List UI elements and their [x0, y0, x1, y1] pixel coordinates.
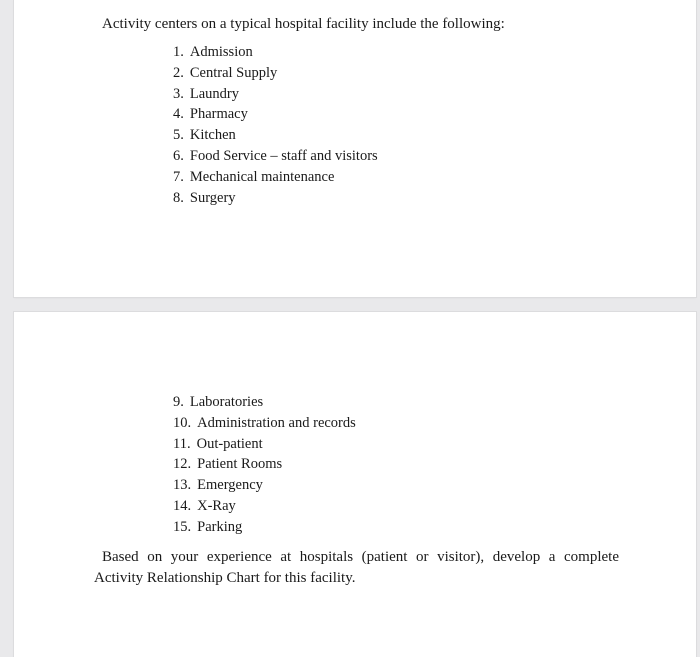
closing-paragraph	[94, 547, 619, 589]
intro-text: Activity centers on a typical hospital facility include the following:	[102, 16, 505, 32]
list-item-label: Administration and records	[197, 414, 356, 431]
document-page-2	[14, 312, 696, 657]
list-item-label: Food Service – staff and visitors	[189, 147, 378, 164]
list-item	[173, 413, 356, 434]
list-item-label: Admission	[189, 44, 253, 60]
list-item-number: 6.	[173, 147, 184, 164]
list-item-number: 11.	[173, 435, 191, 452]
list-item-number: 9.	[173, 394, 184, 410]
list-item-label: Parking	[197, 518, 243, 535]
list-item	[173, 84, 378, 105]
list-item-label: Kitchen	[189, 127, 236, 144]
list-item	[173, 42, 378, 63]
list-item-label: Emergency	[197, 477, 263, 494]
list-item	[173, 517, 356, 538]
list-item-label: Pharmacy	[189, 106, 248, 123]
list-item	[173, 167, 378, 188]
list-item-number: 14.	[173, 497, 192, 514]
list-item	[173, 496, 356, 517]
list-item-number: 8.	[173, 189, 184, 206]
closing-line-1: Based on your experience at hospitals (patient or visitor), develop a complete	[102, 549, 619, 565]
list-item-number: 12.	[173, 456, 192, 473]
list-item-number: 13.	[173, 477, 192, 494]
document-page-1	[14, 0, 696, 297]
list-item	[173, 454, 356, 475]
list-item-label: Central Supply	[189, 64, 278, 81]
list-item-number: 4.	[173, 106, 184, 123]
list-item-number: 1.	[173, 44, 184, 60]
list-item	[173, 146, 378, 167]
list-item-number: 15.	[173, 518, 192, 535]
activity-list-part-1	[173, 42, 378, 208]
list-item	[173, 475, 356, 496]
list-item-number: 10.	[173, 414, 192, 431]
list-item-label: Mechanical maintenance	[189, 168, 335, 185]
list-item-label: Surgery	[189, 189, 236, 206]
list-item	[173, 125, 378, 146]
list-item	[173, 63, 378, 84]
list-item	[173, 434, 356, 455]
closing-line-2: Activity Relationship Chart for this facility.	[94, 570, 356, 586]
list-item-label: Laboratories	[189, 394, 264, 410]
list-item-label: X-Ray	[197, 497, 236, 514]
list-item-number: 3.	[173, 85, 184, 102]
list-item-label: Laundry	[189, 85, 239, 102]
list-item-label: Patient Rooms	[197, 456, 283, 473]
list-item-number: 5.	[173, 127, 184, 144]
list-item-number: 2.	[173, 64, 184, 81]
activity-list-part-2	[173, 392, 356, 538]
list-item	[173, 104, 378, 125]
list-item-number: 7.	[173, 168, 184, 185]
list-item	[173, 392, 356, 413]
list-item	[173, 188, 378, 209]
list-item-label: Out-patient	[196, 435, 263, 452]
